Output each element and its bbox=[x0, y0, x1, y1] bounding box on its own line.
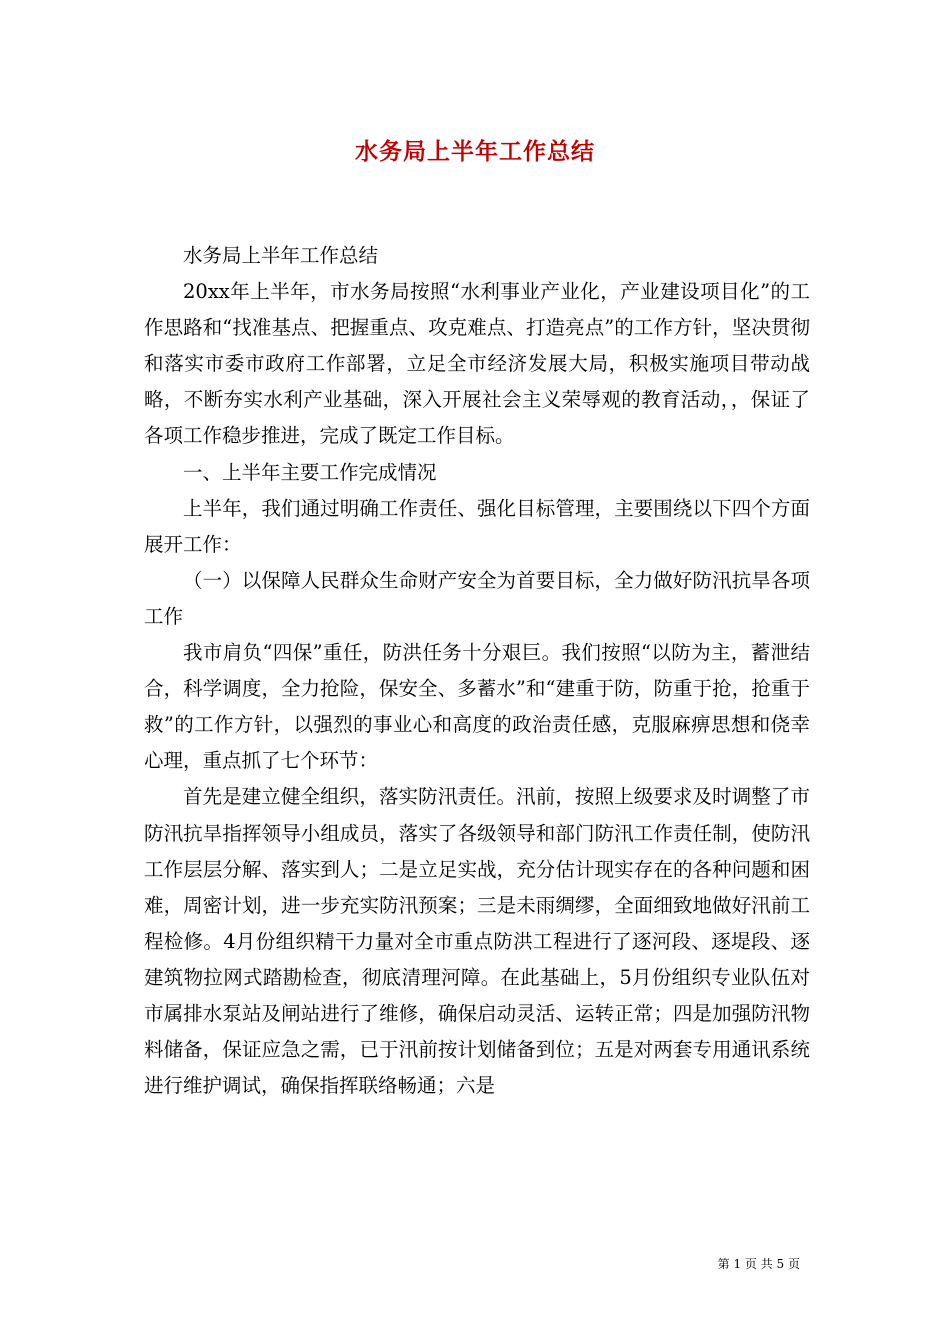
subsection-heading: （一）以保障人民群众生命财产安全为首要目标，全力做好防汛抗旱各项工作 bbox=[144, 568, 810, 628]
body-paragraph: 首先是建立健全组织，落实防汛责任。汛前，按照上级要求及时调整了市防汛抗旱指挥领导小组成员，落实了各级领导和部门防汛工作责任制，使防汛工作层层分解、落实到人；二是立足实战，充分估计现实存在的各种问题和困难，周密计划，进一步充实防汛预案；三是未雨绸缪，全面细致地做好汛前工程检修。4月份组织精干力量对全市重点防洪工程进行了逐河段、逐堤段、逐建筑物拉网式踏勘检查，彻底清理河障。在此基础上，5月份组织专业队伍对市属排水泵站及闸站进行了维修，确保启动灵活、运转正常；四是加强防汛物料储备，保证应急之需，已于汛前按计划储备到位；五是对两套专用通讯系统进行维护调试，确保指挥联络畅通；六是 bbox=[144, 785, 810, 1098]
page-number: 第 1 页 共 5 页 bbox=[717, 1257, 800, 1271]
body-paragraph: 我市肩负“四保”重任，防洪任务十分艰巨。我们按照“以防为主，蓄泄结合，科学调度，全力抢险，保安全、多蓄水”和“建重于防，防重于抢，抢重于救”的工作方针，以强烈的事业心和高度的政治责任感，克服麻痹思想和侥幸心理，重点抓了七个环节： bbox=[144, 641, 810, 773]
subtitle-paragraph: 水务局上半年工作总结 bbox=[183, 244, 379, 267]
document-body bbox=[144, 238, 810, 1104]
body-paragraph: 上半年，我们通过明确工作责任、强化目标管理，主要围绕以下四个方面展开工作： bbox=[144, 496, 810, 556]
intro-paragraph: 20xx年上半年，市水务局按照“水利事业产业化，产业建设项目化”的工作思路和“找准基点、把握重点、攻克难点、打造亮点”的工作方针，坚决贯彻和落实市委市政府工作部署，立足全市经济发展大局，积极实施项目带动战略，不断夯实水利产业基础，深入开展社会主义荣辱观的教育活动，，保证了各项工作稳步推进，完成了既定工作目标。 bbox=[144, 280, 810, 448]
section-heading: 一、上半年主要工作完成情况 bbox=[183, 460, 437, 484]
document-title: 水务局上半年工作总结 bbox=[355, 138, 595, 165]
